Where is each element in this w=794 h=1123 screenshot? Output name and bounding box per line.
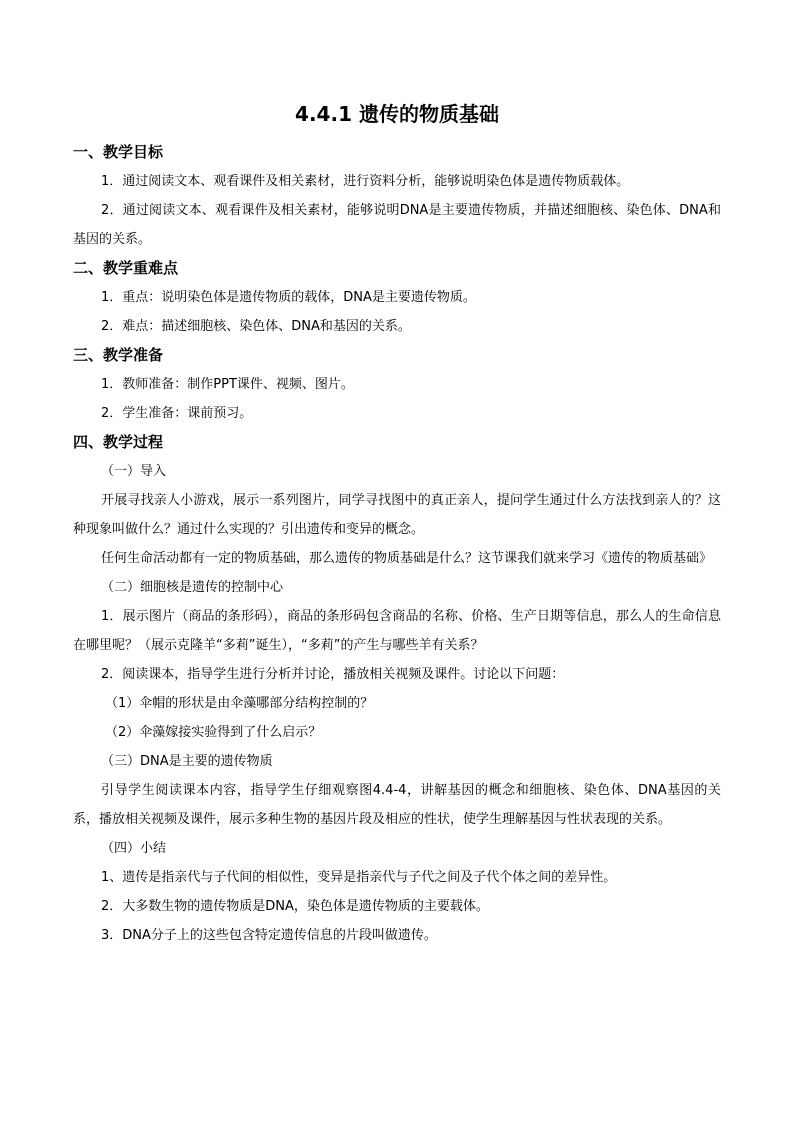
subsection-label-intro: （一）导入	[101, 464, 167, 479]
section-heading-preparation: 三、教学准备	[73, 346, 164, 364]
paragraph: 开展寻找亲人小游戏，展示一系列图片，同学寻找图中的真正亲人，提问学生通过什么方法找到亲人的？这种现象叫做什么？通过什么实现的？引出遗传和变异的概念。	[73, 493, 721, 537]
subsection-label-dna: （三）DNA是主要的遗传物质	[101, 754, 273, 769]
paragraph: 2．大多数生物的遗传物质是DNA，染色体是遗传物质的主要载体。	[101, 899, 489, 914]
paragraph: 2．阅读课本，指导学生进行分析并讨论，播放相关视频及课件。讨论以下问题：	[101, 667, 565, 682]
paragraph: 3．DNA分子上的这些包含特定遗传信息的片段叫做遗传。	[101, 928, 437, 943]
paragraph: 1．通过阅读文本、观看课件及相关素材，进行资料分析，能够说明染色体是遗传物质载体。	[101, 174, 630, 189]
paragraph: 2．学生准备：课前预习。	[101, 406, 253, 421]
section-heading-process: 四、教学过程	[73, 433, 164, 451]
discussion-question: （1）伞帽的形状是由伞藻哪部分结构控制的？	[105, 696, 374, 711]
document-page	[73, 100, 721, 950]
discussion-question: （2）伞藻嫁接实验得到了什么启示？	[105, 725, 322, 740]
paragraph: 1、遗传是指亲代与子代间的相似性，变异是指亲代与子代之间及子代个体之间的差异性。	[101, 870, 617, 885]
paragraph: 1．重点：说明染色体是遗传物质的载体，DNA是主要遗传物质。	[101, 290, 476, 305]
section-heading-key-points: 二、教学重难点	[73, 259, 179, 277]
paragraph: 1．展示图片（商品的条形码），商品的条形码包含商品的名称、价格、生产日期等信息，那么人的生命信息在哪里呢？（展示克隆羊“多莉”诞生），“多莉”的产生与哪些羊有关系？	[73, 609, 721, 653]
subsection-label-summary: （四）小结	[101, 841, 167, 856]
paragraph: 2．通过阅读文本、观看课件及相关素材，能够说明DNA是主要遗传物质，并描述细胞核、染色体、DNA和基因的关系。	[73, 203, 721, 247]
paragraph: 1．教师准备：制作PPT课件、视频、图片。	[101, 377, 354, 392]
paragraph: 引导学生阅读课本内容，指导学生仔细观察图4.4-4，讲解基因的概念和细胞核、染色体、DNA基因的关系，播放相关视频及课件，展示多种生物的基因片段及相应的性状，使学生理解基因与性状表现的关系。	[73, 783, 721, 827]
subsection-label-nucleus: （二）细胞核是遗传的控制中心	[101, 580, 284, 595]
section-heading-objectives: 一、教学目标	[73, 143, 164, 161]
paragraph: 任何生命活动都有一定的物质基础，那么遗传的物质基础是什么？这节课我们就来学习《遗传的物质基础》	[101, 551, 713, 566]
paragraph: 2．难点：描述细胞核、染色体、DNA和基因的关系。	[101, 319, 411, 334]
document-title: 4.4.1 遗传的物质基础	[295, 102, 499, 126]
